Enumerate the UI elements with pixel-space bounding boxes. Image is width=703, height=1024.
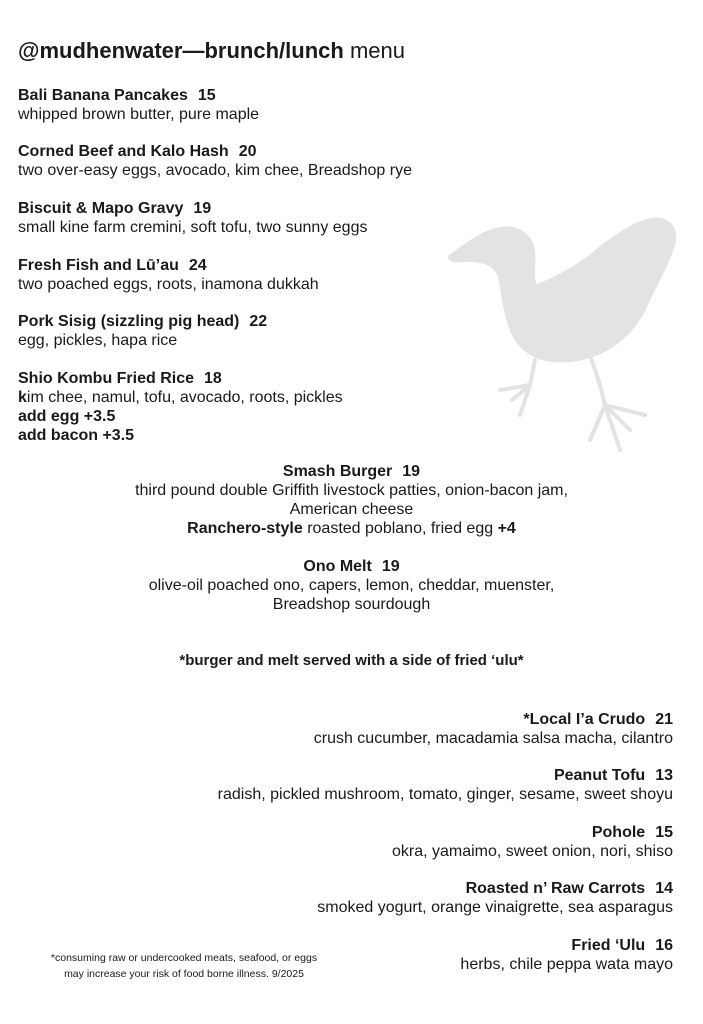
item-name: Biscuit & Mapo Gravy bbox=[18, 200, 184, 217]
item-name: Fried ‘Ulu bbox=[571, 937, 646, 954]
item-name: Pork Sisig (sizzling pig head) bbox=[18, 313, 240, 330]
title-handle: @mudhenwater—brunch/lunch bbox=[18, 38, 344, 63]
menu-item-roasted-raw-carrots bbox=[73, 879, 673, 917]
page-title bbox=[18, 38, 405, 64]
addon-egg: add egg +3.5 bbox=[18, 408, 116, 425]
menu-item-fried-ulu bbox=[313, 936, 673, 974]
item-name: Roasted n’ Raw Carrots bbox=[465, 880, 646, 897]
health-disclaimer bbox=[14, 950, 354, 982]
item-description: okra, yamaimo, sweet onion, nori, shiso bbox=[391, 843, 673, 860]
item-price: 15 bbox=[655, 824, 673, 841]
item-price: 22 bbox=[249, 313, 268, 330]
item-description: crush cucumber, macadamia salsa macha, cilantro bbox=[313, 730, 673, 747]
menu-item-pork-sisig bbox=[18, 312, 267, 350]
item-name: Fresh Fish and Lū’au bbox=[18, 257, 179, 274]
item-name: Ono Melt bbox=[303, 558, 372, 575]
item-description: smoked yogurt, orange vinaigrette, sea asparagus bbox=[317, 899, 673, 916]
item-price: 18 bbox=[204, 370, 222, 387]
item-price: 20 bbox=[238, 143, 257, 160]
menu-item-bali-banana-pancakes bbox=[18, 86, 259, 124]
menu-item-smash-burger bbox=[0, 462, 703, 538]
item-description: two over-easy eggs, avocado, kim chee, Breadshop rye bbox=[18, 162, 412, 179]
side-note: *burger and melt served with a side of fried ‘ulu* bbox=[179, 652, 524, 669]
item-name: Shio Kombu Fried Rice bbox=[18, 370, 195, 387]
menu-item-ono-melt bbox=[0, 557, 703, 614]
item-name: Corned Beef and Kalo Hash bbox=[18, 143, 229, 160]
item-description: radish, pickled mushroom, tomato, ginger, sesame, sweet shoyu bbox=[217, 786, 673, 803]
item-price: 15 bbox=[197, 87, 216, 104]
item-description: third pound double Griffith livestock patties, onion-bacon jam, bbox=[135, 482, 568, 499]
item-description: im chee, namul, tofu, avocado, roots, pickles bbox=[26, 389, 343, 406]
item-price: 19 bbox=[381, 558, 400, 575]
menu-item-corned-beef-hash bbox=[18, 142, 412, 180]
option-price: +4 bbox=[497, 520, 516, 537]
item-name: *Local I’a Crudo bbox=[523, 711, 646, 728]
menu-item-shio-kombu-fried-rice bbox=[18, 369, 343, 445]
menu-item-biscuit-mapo-gravy bbox=[18, 199, 367, 237]
item-price: 14 bbox=[655, 880, 673, 897]
item-price: 21 bbox=[655, 711, 673, 728]
disclaimer-line-1: *consuming raw or undercooked meats, seafood, or eggs bbox=[50, 952, 318, 964]
item-description: herbs, chile peppa wata mayo bbox=[460, 956, 673, 973]
item-name: Pohole bbox=[591, 824, 646, 841]
item-description: two poached eggs, roots, inamona dukkah bbox=[18, 276, 319, 293]
menu-item-pohole bbox=[73, 823, 673, 861]
title-menu-word: menu bbox=[349, 38, 405, 63]
item-name: Smash Burger bbox=[282, 463, 393, 480]
item-description-initial: k bbox=[18, 389, 27, 406]
item-description-cont: Breadshop sourdough bbox=[272, 596, 431, 613]
option-description: roasted poblano, fried egg bbox=[307, 520, 494, 537]
item-price: 13 bbox=[655, 767, 673, 784]
item-name: Bali Banana Pancakes bbox=[18, 87, 188, 104]
item-price: 19 bbox=[193, 200, 212, 217]
item-price: 16 bbox=[655, 937, 673, 954]
item-description-cont: American cheese bbox=[289, 501, 414, 518]
item-description: olive-oil poached ono, capers, lemon, cheddar, muenster, bbox=[148, 577, 555, 594]
item-price: 19 bbox=[402, 463, 421, 480]
item-description: egg, pickles, hapa rice bbox=[18, 332, 178, 349]
item-description: whipped brown butter, pure maple bbox=[18, 106, 260, 123]
item-price: 24 bbox=[188, 257, 207, 274]
disclaimer-line-2: may increase your risk of food borne illness. 9/2025 bbox=[64, 968, 304, 980]
item-name: Peanut Tofu bbox=[553, 767, 646, 784]
mudhen-bird-illustration bbox=[440, 200, 690, 480]
addon-bacon: add bacon +3.5 bbox=[18, 427, 135, 444]
menu-item-fresh-fish-luau bbox=[18, 256, 319, 294]
menu-item-local-ia-crudo bbox=[73, 710, 673, 748]
menu-item-peanut-tofu bbox=[73, 766, 673, 804]
option-name: Ranchero-style bbox=[187, 520, 303, 537]
item-description: small kine farm cremini, soft tofu, two sunny eggs bbox=[18, 219, 368, 236]
